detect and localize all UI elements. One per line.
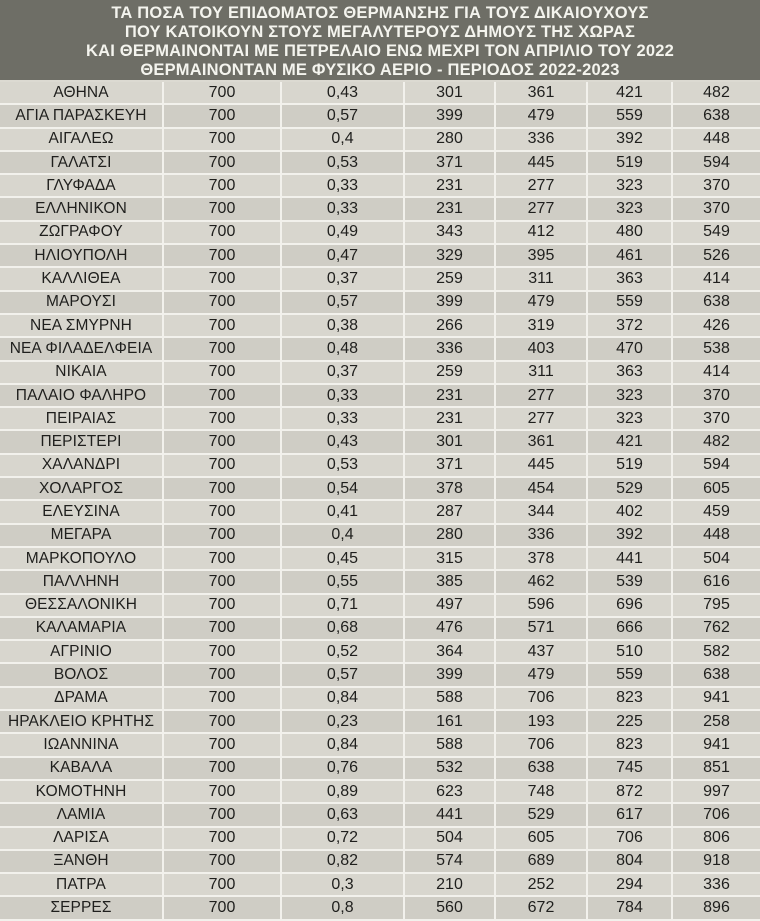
table-row	[0, 500, 760, 523]
amount-cell: 745	[587, 757, 672, 780]
coefficient-cell: 0,48	[281, 337, 404, 360]
amount-cell: 480	[587, 221, 672, 244]
amount-cell: 594	[672, 151, 760, 174]
amount-cell: 277	[495, 174, 587, 197]
coefficient-cell: 0,33	[281, 407, 404, 430]
table-row	[0, 244, 760, 267]
amount-cell: 402	[587, 500, 672, 523]
amount-cell: 336	[495, 524, 587, 547]
amount-cell: 596	[495, 594, 587, 617]
amount-cell: 294	[587, 873, 672, 896]
municipality-cell: ΠΑΛΛΗΝΗ	[0, 570, 163, 593]
municipality-cell: ΠΑΤΡΑ	[0, 873, 163, 896]
coefficient-cell: 0,33	[281, 197, 404, 220]
amount-cell: 445	[495, 454, 587, 477]
amount-cell: 560	[404, 896, 495, 919]
amount-cell: 638	[672, 663, 760, 686]
coefficient-cell: 0,57	[281, 104, 404, 127]
coefficient-cell: 0,84	[281, 687, 404, 710]
amount-cell: 666	[587, 617, 672, 640]
municipality-cell: ΚΑΛΛΙΘΕΑ	[0, 267, 163, 290]
amount-cell: 301	[404, 430, 495, 453]
amount-cell: 706	[672, 803, 760, 826]
coefficient-cell: 0,38	[281, 314, 404, 337]
municipality-cell: ΗΛΙΟΥΠΟΛΗ	[0, 244, 163, 267]
base-amount-cell: 700	[163, 221, 281, 244]
table-row	[0, 221, 760, 244]
base-amount-cell: 700	[163, 687, 281, 710]
table-row	[0, 407, 760, 430]
amount-cell: 538	[672, 337, 760, 360]
amount-cell: 689	[495, 850, 587, 873]
amount-cell: 323	[587, 197, 672, 220]
title-line: ΘΕΡΜΑΙΝΟΝΤΑΝ ΜΕ ΦΥΣΙΚΟ ΑΕΡΙΟ - ΠΕΡΙΟΔΟΣ 2022-2023	[140, 61, 620, 79]
base-amount-cell: 700	[163, 780, 281, 803]
table-row	[0, 827, 760, 850]
amount-cell: 605	[672, 477, 760, 500]
amount-cell: 504	[404, 827, 495, 850]
amount-cell: 806	[672, 827, 760, 850]
coefficient-cell: 0,72	[281, 827, 404, 850]
amount-cell: 482	[672, 82, 760, 104]
amount-cell: 277	[495, 384, 587, 407]
amount-cell: 323	[587, 384, 672, 407]
municipality-cell: ΞΑΝΘΗ	[0, 850, 163, 873]
table-row	[0, 640, 760, 663]
coefficient-cell: 0,23	[281, 710, 404, 733]
amount-cell: 872	[587, 780, 672, 803]
amount-cell: 319	[495, 314, 587, 337]
title-line: ΚΑΙ ΘΕΡΜΑΙΝΟΝΤΑΙ ΜΕ ΠΕΤΡΕΛΑΙΟ ΕΝΩ ΜΕΧΡΙ ΤΟΝ ΑΠΡΙΛΙΟ ΤΟΥ 2022	[85, 42, 674, 60]
coefficient-cell: 0,76	[281, 757, 404, 780]
amount-cell: 638	[495, 757, 587, 780]
amount-cell: 426	[672, 314, 760, 337]
table-row	[0, 314, 760, 337]
amount-cell: 571	[495, 617, 587, 640]
amount-cell: 344	[495, 500, 587, 523]
municipality-cell: ΝΙΚΑΙΑ	[0, 361, 163, 384]
base-amount-cell: 700	[163, 733, 281, 756]
base-amount-cell: 700	[163, 104, 281, 127]
amount-cell: 582	[672, 640, 760, 663]
municipality-cell: ΜΑΡΟΥΣΙ	[0, 291, 163, 314]
amount-cell: 574	[404, 850, 495, 873]
amount-cell: 476	[404, 617, 495, 640]
municipality-cell: ΠΕΡΙΣΤΕΡΙ	[0, 430, 163, 453]
municipality-cell: ΚΑΒΑΛΑ	[0, 757, 163, 780]
amount-cell: 461	[587, 244, 672, 267]
municipality-cell: ΑΓΙΑ ΠΑΡΑΣΚΕΥΗ	[0, 104, 163, 127]
coefficient-cell: 0,43	[281, 430, 404, 453]
municipality-cell: ΒΟΛΟΣ	[0, 663, 163, 686]
base-amount-cell: 700	[163, 407, 281, 430]
municipality-cell: ΚΟΜΟΤΗΝΗ	[0, 780, 163, 803]
amount-cell: 823	[587, 687, 672, 710]
title-line: ΤΑ ΠΟΣΑ ΤΟΥ ΕΠΙΔΟΜΑΤΟΣ ΘΕΡΜΑΝΣΗΣ ΓΙΑ ΤΟΥΣ ΔΙΚΑΙΟΥΧΟΥΣ	[111, 4, 649, 22]
amount-cell: 549	[672, 221, 760, 244]
base-amount-cell: 700	[163, 570, 281, 593]
amount-cell: 441	[587, 547, 672, 570]
base-amount-cell: 700	[163, 477, 281, 500]
table-row	[0, 267, 760, 290]
coefficient-cell: 0,55	[281, 570, 404, 593]
amount-cell: 784	[587, 896, 672, 919]
base-amount-cell: 700	[163, 663, 281, 686]
coefficient-cell: 0,47	[281, 244, 404, 267]
municipality-cell: ΗΡΑΚΛΕΙΟ ΚΡΗΤΗΣ	[0, 710, 163, 733]
table-row	[0, 454, 760, 477]
coefficient-cell: 0,37	[281, 267, 404, 290]
table-title	[0, 0, 760, 80]
table-row	[0, 803, 760, 826]
amount-cell: 706	[587, 827, 672, 850]
base-amount-cell: 700	[163, 617, 281, 640]
amount-cell: 448	[672, 128, 760, 151]
amount-cell: 421	[587, 430, 672, 453]
table-row	[0, 477, 760, 500]
coefficient-cell: 0,33	[281, 384, 404, 407]
table-row	[0, 687, 760, 710]
coefficient-cell: 0,71	[281, 594, 404, 617]
amount-cell: 588	[404, 733, 495, 756]
base-amount-cell: 700	[163, 850, 281, 873]
base-amount-cell: 700	[163, 291, 281, 314]
base-amount-cell: 700	[163, 244, 281, 267]
amount-cell: 371	[404, 454, 495, 477]
table-row	[0, 617, 760, 640]
table-row	[0, 384, 760, 407]
table-row	[0, 594, 760, 617]
base-amount-cell: 700	[163, 827, 281, 850]
table-row	[0, 733, 760, 756]
table-row	[0, 873, 760, 896]
base-amount-cell: 700	[163, 594, 281, 617]
amount-cell: 706	[495, 733, 587, 756]
amount-cell: 258	[672, 710, 760, 733]
amount-cell: 918	[672, 850, 760, 873]
table-row	[0, 780, 760, 803]
amount-cell: 378	[495, 547, 587, 570]
base-amount-cell: 700	[163, 174, 281, 197]
base-amount-cell: 700	[163, 757, 281, 780]
amount-cell: 231	[404, 407, 495, 430]
amount-cell: 370	[672, 197, 760, 220]
municipality-cell: ΓΛΥΦΑΔΑ	[0, 174, 163, 197]
municipality-cell: ΣΕΡΡΕΣ	[0, 896, 163, 919]
amount-cell: 323	[587, 174, 672, 197]
amount-cell: 696	[587, 594, 672, 617]
amount-cell: 399	[404, 663, 495, 686]
coefficient-cell: 0,4	[281, 524, 404, 547]
table-row	[0, 361, 760, 384]
municipality-cell: ΧΑΛΑΝΔΡΙ	[0, 454, 163, 477]
coefficient-cell: 0,57	[281, 663, 404, 686]
amount-cell: 706	[495, 687, 587, 710]
amount-cell: 336	[404, 337, 495, 360]
amount-cell: 445	[495, 151, 587, 174]
amount-cell: 617	[587, 803, 672, 826]
amount-cell: 225	[587, 710, 672, 733]
amount-cell: 510	[587, 640, 672, 663]
table-row	[0, 570, 760, 593]
amount-cell: 762	[672, 617, 760, 640]
amount-cell: 371	[404, 151, 495, 174]
table-row	[0, 663, 760, 686]
coefficient-cell: 0,89	[281, 780, 404, 803]
amount-cell: 454	[495, 477, 587, 500]
base-amount-cell: 700	[163, 524, 281, 547]
amount-cell: 392	[587, 128, 672, 151]
amount-cell: 672	[495, 896, 587, 919]
municipality-cell: ΧΟΛΑΡΓΟΣ	[0, 477, 163, 500]
amount-cell: 395	[495, 244, 587, 267]
coefficient-cell: 0,52	[281, 640, 404, 663]
amount-cell: 193	[495, 710, 587, 733]
amount-cell: 323	[587, 407, 672, 430]
amount-cell: 623	[404, 780, 495, 803]
amount-cell: 266	[404, 314, 495, 337]
amount-cell: 361	[495, 430, 587, 453]
municipality-cell: ΓΑΛΑΤΣΙ	[0, 151, 163, 174]
amount-cell: 231	[404, 197, 495, 220]
amount-cell: 479	[495, 291, 587, 314]
municipality-cell: ΑΘΗΝΑ	[0, 82, 163, 104]
amount-cell: 448	[672, 524, 760, 547]
table-row	[0, 524, 760, 547]
amount-cell: 280	[404, 524, 495, 547]
base-amount-cell: 700	[163, 454, 281, 477]
base-amount-cell: 700	[163, 640, 281, 663]
coefficient-cell: 0,54	[281, 477, 404, 500]
table-row	[0, 128, 760, 151]
amount-cell: 363	[587, 267, 672, 290]
amount-cell: 532	[404, 757, 495, 780]
table-row	[0, 337, 760, 360]
amount-cell: 459	[672, 500, 760, 523]
amount-cell: 311	[495, 361, 587, 384]
base-amount-cell: 700	[163, 197, 281, 220]
table-row	[0, 850, 760, 873]
amount-cell: 804	[587, 850, 672, 873]
base-amount-cell: 700	[163, 82, 281, 104]
municipality-cell: ΝΕΑ ΣΜΥΡΝΗ	[0, 314, 163, 337]
table-row	[0, 197, 760, 220]
amount-cell: 539	[587, 570, 672, 593]
table-row	[0, 430, 760, 453]
municipality-cell: ΖΩΓΡΑΦΟΥ	[0, 221, 163, 244]
table-row	[0, 757, 760, 780]
coefficient-cell: 0,41	[281, 500, 404, 523]
amount-cell: 231	[404, 384, 495, 407]
municipality-cell: ΔΡΑΜΑ	[0, 687, 163, 710]
amount-cell: 497	[404, 594, 495, 617]
amount-cell: 441	[404, 803, 495, 826]
amount-cell: 399	[404, 291, 495, 314]
amount-cell: 336	[672, 873, 760, 896]
amount-cell: 414	[672, 361, 760, 384]
amount-cell: 529	[587, 477, 672, 500]
municipality-cell: ΛΑΜΙΑ	[0, 803, 163, 826]
table-row	[0, 104, 760, 127]
coefficient-cell: 0,53	[281, 454, 404, 477]
municipality-cell: ΝΕΑ ΦΙΛΑΔΕΛΦΕΙΑ	[0, 337, 163, 360]
amount-cell: 519	[587, 151, 672, 174]
amount-cell: 479	[495, 663, 587, 686]
amount-cell: 361	[495, 82, 587, 104]
amount-cell: 462	[495, 570, 587, 593]
amount-cell: 519	[587, 454, 672, 477]
amount-cell: 231	[404, 174, 495, 197]
amount-cell: 795	[672, 594, 760, 617]
amount-cell: 559	[587, 291, 672, 314]
amount-cell: 378	[404, 477, 495, 500]
amount-cell: 896	[672, 896, 760, 919]
amount-cell: 336	[495, 128, 587, 151]
coefficient-cell: 0,63	[281, 803, 404, 826]
amount-cell: 437	[495, 640, 587, 663]
municipality-cell: ΕΛΕΥΣΙΝΑ	[0, 500, 163, 523]
coefficient-cell: 0,45	[281, 547, 404, 570]
coefficient-cell: 0,3	[281, 873, 404, 896]
table-row	[0, 547, 760, 570]
amount-cell: 482	[672, 430, 760, 453]
amount-cell: 588	[404, 687, 495, 710]
amount-cell: 399	[404, 104, 495, 127]
title-line: ΠΟΥ ΚΑΤΟΙΚΟΥΝ ΣΤΟΥΣ ΜΕΓΑΛΥΤΕΡΟΥΣ ΔΗΜΟΥΣ ΤΗΣ ΧΩΡΑΣ	[124, 23, 636, 41]
amount-cell: 421	[587, 82, 672, 104]
amount-cell: 343	[404, 221, 495, 244]
amount-cell: 851	[672, 757, 760, 780]
municipality-cell: ΘΕΣΣΑΛΟΝΙΚΗ	[0, 594, 163, 617]
amount-cell: 479	[495, 104, 587, 127]
table-row	[0, 151, 760, 174]
amount-cell: 748	[495, 780, 587, 803]
base-amount-cell: 700	[163, 803, 281, 826]
table-row	[0, 82, 760, 104]
amount-cell: 638	[672, 291, 760, 314]
amount-cell: 280	[404, 128, 495, 151]
amount-cell: 311	[495, 267, 587, 290]
coefficient-cell: 0,84	[281, 733, 404, 756]
table-row	[0, 174, 760, 197]
municipality-cell: ΙΩΑΝΝΙΝΑ	[0, 733, 163, 756]
municipality-cell: ΑΙΓΑΛΕΩ	[0, 128, 163, 151]
amount-cell: 605	[495, 827, 587, 850]
amount-cell: 526	[672, 244, 760, 267]
coefficient-cell: 0,8	[281, 896, 404, 919]
base-amount-cell: 700	[163, 384, 281, 407]
municipality-cell: ΠΕΙΡΑΙΑΣ	[0, 407, 163, 430]
coefficient-cell: 0,53	[281, 151, 404, 174]
base-amount-cell: 700	[163, 896, 281, 919]
municipality-cell: ΚΑΛΑΜΑΡΙΑ	[0, 617, 163, 640]
coefficient-cell: 0,37	[281, 361, 404, 384]
table-body	[0, 82, 760, 920]
amount-cell: 252	[495, 873, 587, 896]
heating-allowance-table	[0, 82, 760, 921]
amount-cell: 370	[672, 407, 760, 430]
amount-cell: 385	[404, 570, 495, 593]
amount-cell: 210	[404, 873, 495, 896]
base-amount-cell: 700	[163, 500, 281, 523]
base-amount-cell: 700	[163, 547, 281, 570]
amount-cell: 823	[587, 733, 672, 756]
amount-cell: 315	[404, 547, 495, 570]
municipality-cell: ΕΛΛΗΝΙΚΟΝ	[0, 197, 163, 220]
amount-cell: 287	[404, 500, 495, 523]
coefficient-cell: 0,68	[281, 617, 404, 640]
coefficient-cell: 0,57	[281, 291, 404, 314]
amount-cell: 329	[404, 244, 495, 267]
amount-cell: 392	[587, 524, 672, 547]
amount-cell: 941	[672, 687, 760, 710]
table-row	[0, 710, 760, 733]
base-amount-cell: 700	[163, 151, 281, 174]
amount-cell: 941	[672, 733, 760, 756]
amount-cell: 529	[495, 803, 587, 826]
amount-cell: 161	[404, 710, 495, 733]
coefficient-cell: 0,33	[281, 174, 404, 197]
amount-cell: 997	[672, 780, 760, 803]
amount-cell: 301	[404, 82, 495, 104]
amount-cell: 594	[672, 454, 760, 477]
table-row	[0, 896, 760, 919]
base-amount-cell: 700	[163, 430, 281, 453]
municipality-cell: ΠΑΛΑΙΟ ΦΑΛΗΡΟ	[0, 384, 163, 407]
base-amount-cell: 700	[163, 873, 281, 896]
base-amount-cell: 700	[163, 361, 281, 384]
amount-cell: 259	[404, 361, 495, 384]
amount-cell: 559	[587, 663, 672, 686]
amount-cell: 412	[495, 221, 587, 244]
amount-cell: 616	[672, 570, 760, 593]
municipality-cell: ΜΑΡΚΟΠΟΥΛΟ	[0, 547, 163, 570]
amount-cell: 277	[495, 407, 587, 430]
amount-cell: 277	[495, 197, 587, 220]
amount-cell: 414	[672, 267, 760, 290]
amount-cell: 504	[672, 547, 760, 570]
base-amount-cell: 700	[163, 128, 281, 151]
base-amount-cell: 700	[163, 314, 281, 337]
base-amount-cell: 700	[163, 337, 281, 360]
municipality-cell: ΑΓΡΙΝΙΟ	[0, 640, 163, 663]
municipality-cell: ΛΑΡΙΣΑ	[0, 827, 163, 850]
amount-cell: 370	[672, 384, 760, 407]
amount-cell: 559	[587, 104, 672, 127]
base-amount-cell: 700	[163, 267, 281, 290]
coefficient-cell: 0,82	[281, 850, 404, 873]
coefficient-cell: 0,43	[281, 82, 404, 104]
coefficient-cell: 0,4	[281, 128, 404, 151]
amount-cell: 470	[587, 337, 672, 360]
municipality-cell: ΜΕΓΑΡΑ	[0, 524, 163, 547]
base-amount-cell: 700	[163, 710, 281, 733]
amount-cell: 370	[672, 174, 760, 197]
amount-cell: 403	[495, 337, 587, 360]
amount-cell: 372	[587, 314, 672, 337]
amount-cell: 363	[587, 361, 672, 384]
amount-cell: 364	[404, 640, 495, 663]
amount-cell: 259	[404, 267, 495, 290]
table-row	[0, 291, 760, 314]
amount-cell: 638	[672, 104, 760, 127]
coefficient-cell: 0,49	[281, 221, 404, 244]
